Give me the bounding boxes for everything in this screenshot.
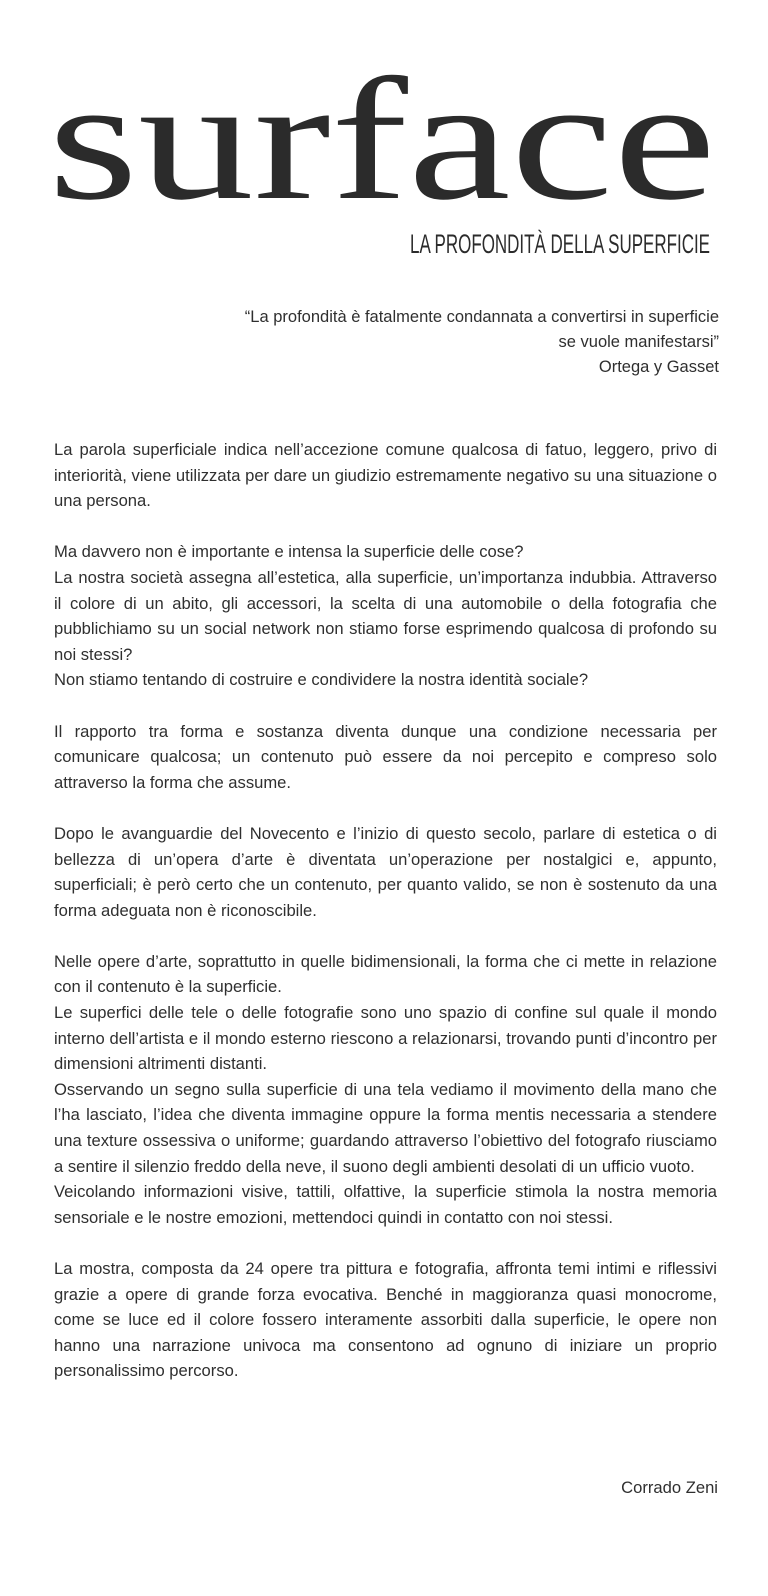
paragraph-line: Le superfici delle tele o delle fotografie sono uno spazio di confine sul quale il mondo interno dell’artista e il mondo esterno riescono a relazionarsi, trovando punti d’incontro per dimensioni altrimenti distanti. [54, 1003, 717, 1074]
paragraph-line: Ma davvero non è importante e intensa la superficie delle cose? [54, 542, 524, 562]
article-body [54, 437, 717, 1410]
logo-wordmark: surface [48, 60, 716, 236]
author-signature: Corrado Zeni [621, 1478, 718, 1497]
paragraph-6 [54, 1256, 717, 1384]
epigraph-quote [159, 305, 719, 380]
subtitle [410, 226, 720, 260]
quote-line-2: se vuole manifestarsi” [558, 333, 719, 351]
paragraph-line: La mostra, composta da 24 opere tra pittura e fotografia, affronta temi intimi e riflessivi grazie a opere di grande forza evocativa. Benché in maggioranza quasi monocrome, come se luce ed il colore fossero interamente assorbiti dalla superficie, le opere non hanno una narrazione univoca ma consentono ad ognuno di iniziare un proprio personalissimo percorso. [54, 1259, 717, 1381]
paragraph-1 [54, 437, 717, 514]
paragraph-4 [54, 821, 717, 923]
quote-line-1: “La profondità è fatalmente condannata a convertirsi in superficie [244, 308, 719, 326]
paragraph-line: Nelle opere d’arte, soprattutto in quelle bidimensionali, la forma che ci mette in relazione con il contenuto è la superficie. [54, 951, 717, 997]
paragraph-line: La nostra società assegna all’estetica, alla superficie, un’importanza indubbia. Attraverso il colore di un abito, gli accessori, la scelta di una automobile o della fotografia che pubblichiamo su un social network non stiamo forse esprimendo qualcosa di profondo su noi stessi? [54, 567, 717, 664]
paragraph-line: Veicolando informazioni visive, tattili, olfattive, la superficie stimola la nostra memoria sensoriale e le nostre emozioni, mettendoci quindi in contatto con noi stessi. [54, 1182, 717, 1227]
paragraph-2 [54, 539, 717, 693]
paragraph-3 [54, 719, 717, 796]
paragraph-line: Osservando un segno sulla superficie di una tela vediamo il movimento della mano che l’ha lasciato, l’idea che diventa immagine oppure la forma mentis necessaria a stendere una texture ossessiva o uniforme; guardando attraverso l’obiettivo del fotografo riusciamo a sentire il silenzio freddo della neve, il suono degli ambienti desolati di un ufficio vuoto. [54, 1079, 717, 1176]
paragraph-line: Dopo le avanguardie del Novecento e l’inizio di questo secolo, parlare di estetica o di bellezza di un’opera d’arte è diventata un’operazione per nostalgici e, appunto, superficiali; è però certo che un contenuto, per quanto valido, se non è sostenuto da una forma adeguata non è riconoscibile. [54, 823, 717, 920]
quote-author: Ortega y Gasset [598, 358, 719, 376]
paragraph-line: La parola superficiale indica nell’accezione comune qualcosa di fatuo, leggero, privo di interiorità, viene utilizzata per dare un giudizio estremamente negativo su una situazione o una persona. [54, 440, 717, 511]
paragraph-line: Non stiamo tentando di costruire e condividere la nostra identità sociale? [54, 670, 589, 690]
subtitle-text: LA PROFONDITÀ DELLA SUPERFICIE [410, 229, 710, 259]
paragraph-5 [54, 949, 717, 1231]
paragraph-line: Il rapporto tra forma e sostanza diventa dunque una condizione necessaria per comunicare qualcosa; un contenuto può essere da noi percepito e compreso solo attraverso la forma che assume. [54, 721, 717, 792]
